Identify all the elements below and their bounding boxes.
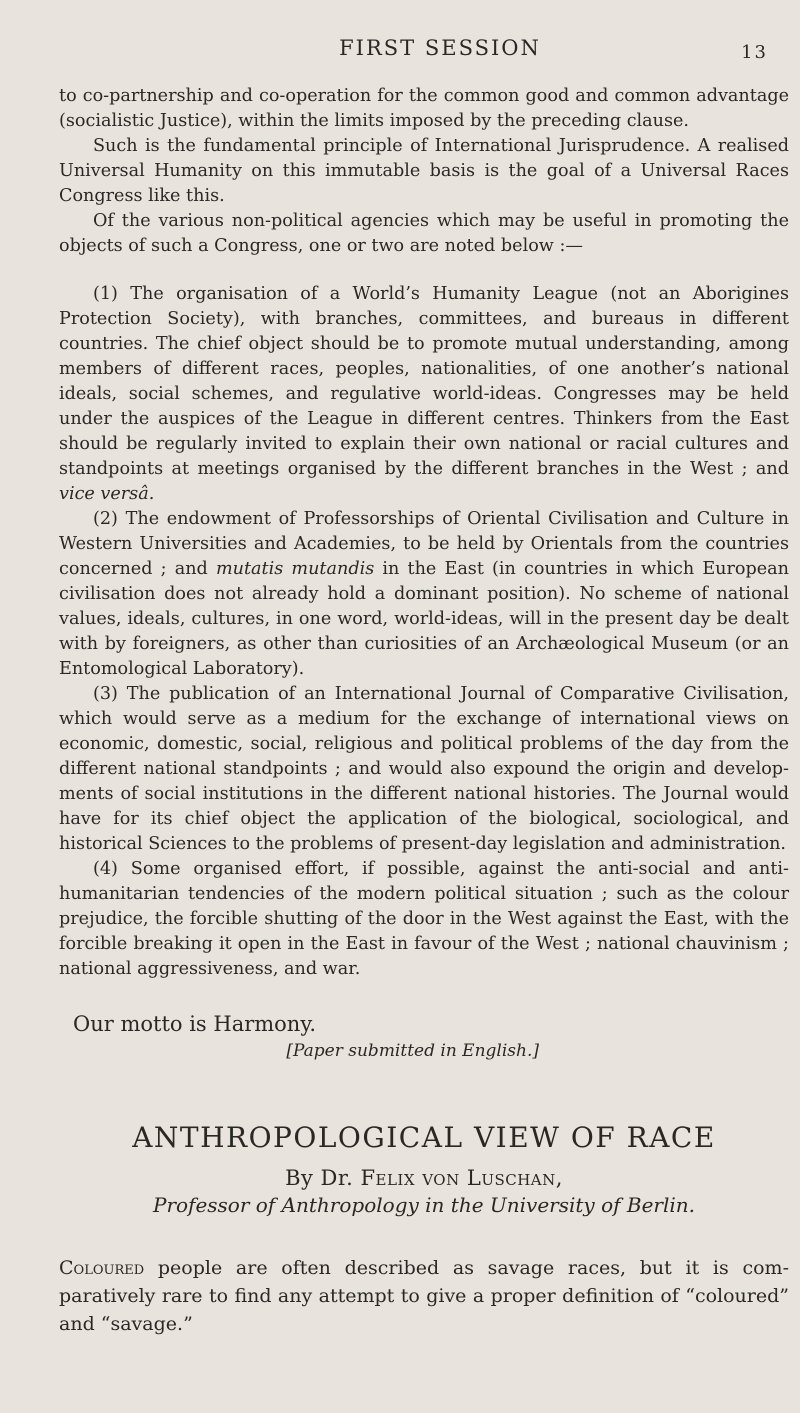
running-head [0, 36, 800, 63]
opening-paragraph: Coloured people are often described as savage races, but it is com-paratively rare to find any attempt to give a proper definition of “coloured” and “savage.” [59, 1257, 789, 1335]
paragraph: to co-partnership and co-operation for the common good and common advantage (socialistic Justice), within the limits imposed by the preceding clause. [59, 86, 789, 131]
submission-note: [Paper submitted in English.] [286, 1041, 539, 1061]
author-name: Felix von Luschan, [360, 1166, 563, 1190]
list-item: (4) Some organised effort, if possible, against the anti-social and anti-humanitarian tendencies of the modern political situation ; such as the colour prejudice, the forcible shutting of the door in the West against the East, with the forcible breaking it open in the East in favour of the West ; national chauvinism ; national aggressiveness, and war. [59, 859, 789, 979]
byline: By Dr. Felix von Luschan, [285, 1166, 563, 1190]
opening-lead: Coloured [59, 1257, 145, 1279]
running-title: FIRST SESSION [339, 36, 541, 60]
italic-phrase: mutatis mutandis [215, 559, 375, 579]
paragraph: Of the various non-political agencies which may be useful in promoting the objects of such a Congress, one or two are noted below :— [59, 211, 789, 256]
list-item: (3) The publication of an International Journal of Comparative Civilisation, which would serve as a medium for the exchange of international views on economic, domestic, social, religious and political problems of the day from the different national standpoints ; and would also expound the origin and develop-ments of social institutions in the different national histories. The Journal would have for its chief object the application of the biological, sociological, and historical Sciences to the problems of present-day legislation and administration. [59, 684, 789, 854]
body-text [59, 84, 789, 1338]
italic-phrase: vice versâ. [59, 484, 155, 504]
motto: Our motto is Harmony. [73, 1012, 317, 1036]
list-item [59, 282, 789, 507]
section-title: ANTHROPOLOGICAL VIEW OF RACE [132, 1121, 716, 1154]
list-item-text: in the East (in countries in which European civilisation does not already hold a dominant position). No scheme of national values, ideals, cultures, in one word, world-ideas, will in the present day be dealt with by foreigners, as other than curiosities of an Archæological Museum (or an Entomological Laboratory). [59, 559, 789, 679]
list-item-text: (1) The organisation of a World’s Humanity League (not an Aborigines Protection Society), with branches, committees, and bureaus in different countries. The chief object should be to promote mutual understanding, among members of different races, peoples, nationalities, of one another’s national ideals, social schemes, and regulative world-ideas. Congresses may be held under the auspices of the League in different centres. Thinkers from the East should be regularly invited to explain their own national or racial cultures and standpoints at meetings organised by the different branches in the West ; and [59, 284, 789, 479]
paragraph: Such is the fundamental principle of International Jurisprudence. A realised Universal Humanity on this immutable basis is the goal of a Universal Races Congress like this. [59, 136, 789, 206]
list-item [59, 507, 789, 682]
list-item-text: (2) The endowment of Professorships of Oriental Civilisation and Culture in Western Universities and Academies, to be held by Orientals from the countries concerned ; and [59, 509, 789, 579]
author-affiliation: Professor of Anthropology in the University of Berlin. [152, 1193, 696, 1217]
page-number: 13 [741, 42, 768, 63]
